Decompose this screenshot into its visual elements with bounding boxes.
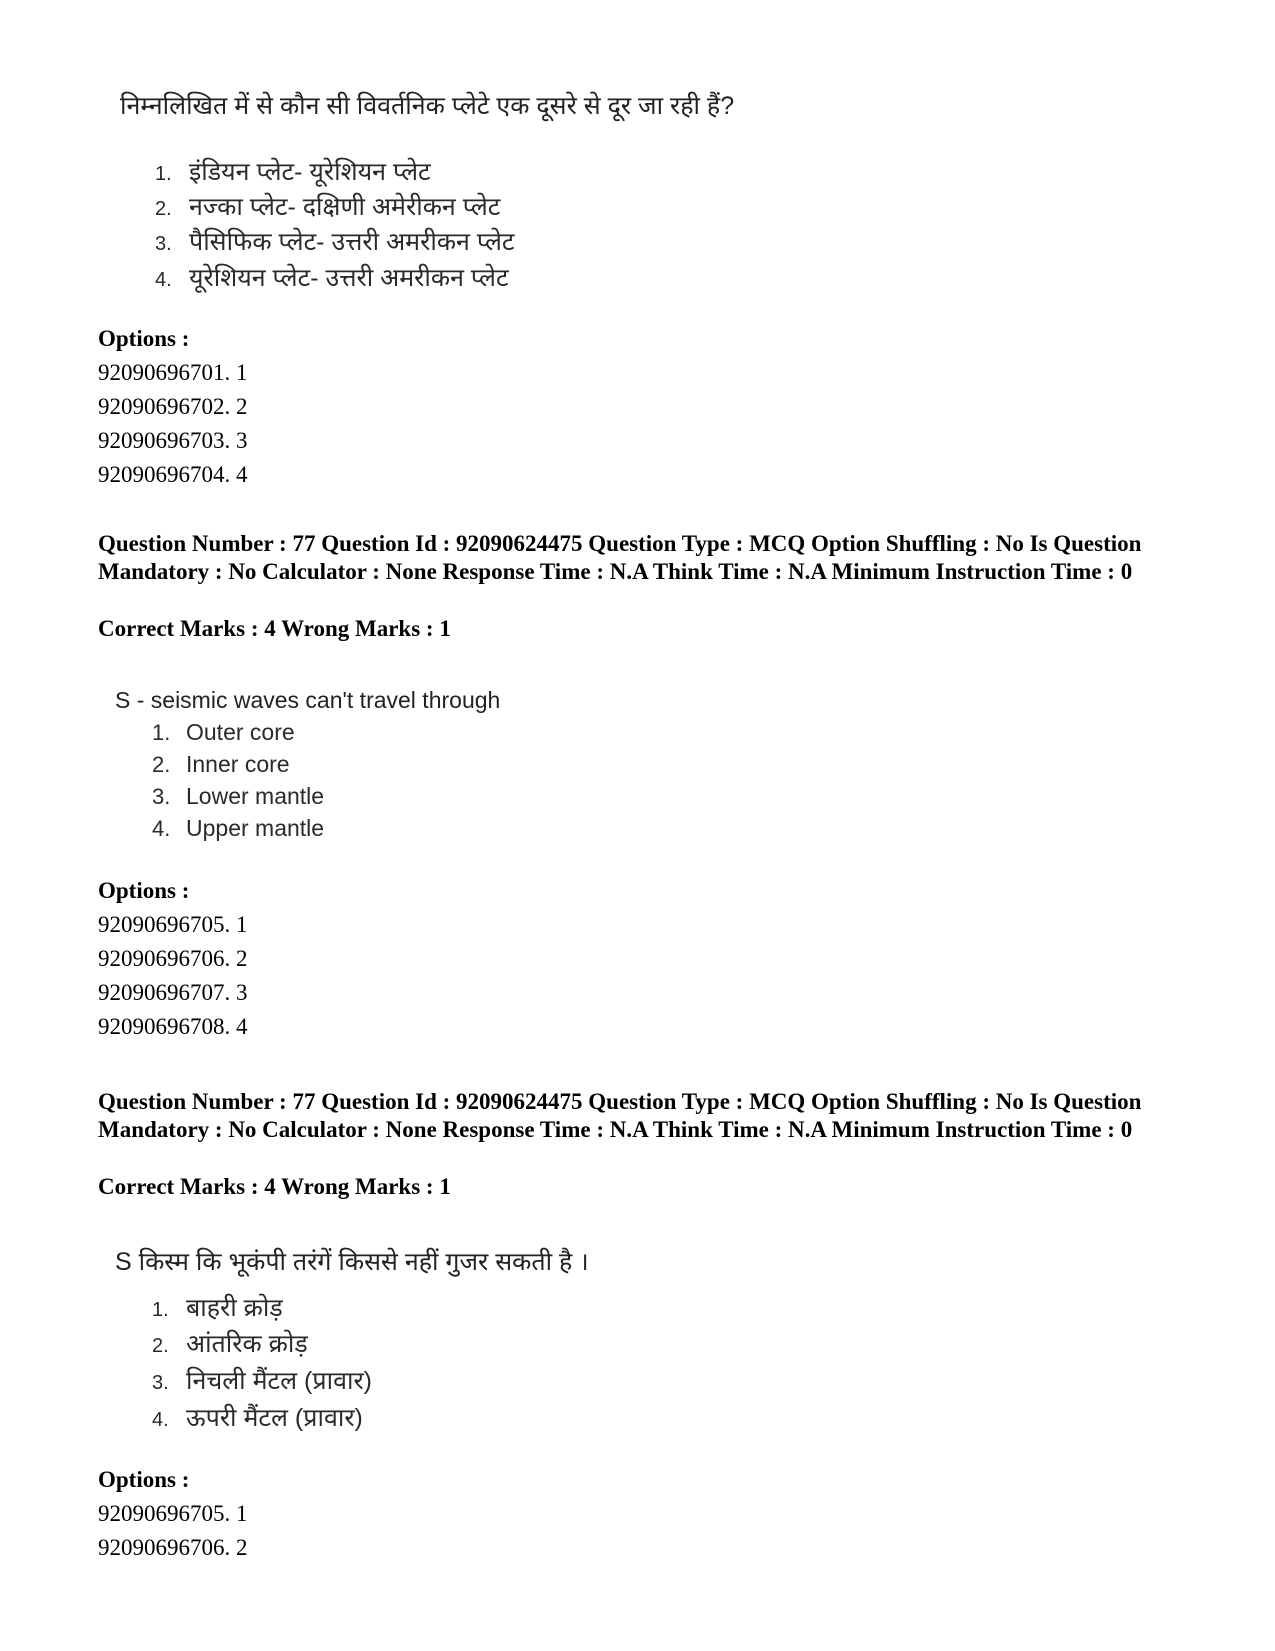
q77b-choice-3: 3. निचली मैंटल (प्रावार) xyxy=(152,1367,372,1395)
q76-choice-list xyxy=(155,154,515,296)
option-row: 92090696705. 1 xyxy=(98,912,248,937)
option-row: 92090696705. 1 xyxy=(98,1501,248,1526)
q77a-question-text: S - seismic waves can't travel through xyxy=(115,687,501,713)
options-label: Options : xyxy=(98,326,190,351)
option-row: 92090696701. 1 xyxy=(98,360,248,385)
option-row: 92090696708. 4 xyxy=(98,1014,248,1039)
q77a-choice-2: 2. Inner core xyxy=(152,751,290,777)
q77b-question-text: S किस्म कि भूकंपी तरंगें किससे नहीं गुजर सकती है । xyxy=(115,1248,589,1276)
q77a-meta: Question Number : 77 Question Id : 92090624475 Question Type : MCQ Option Shuffling : No Is Question Mandatory : No Calculator : None Response Time : N.A Think Time : N.A Minimum Instruction Time : 0 xyxy=(98,531,1142,584)
option-row: 92090696703. 3 xyxy=(98,428,248,453)
option-row: 92090696707. 3 xyxy=(98,980,248,1005)
q77a-choice-3: 3. Lower mantle xyxy=(152,783,325,809)
q77b-choice-2: 2. आंतरिक क्रोड़ xyxy=(152,1330,308,1358)
q77b-choice-list xyxy=(152,1290,372,1437)
q77b-options xyxy=(98,1463,248,1565)
q77b-marks: Correct Marks : 4 Wrong Marks : 1 xyxy=(98,1174,451,1199)
q77a-choice-list xyxy=(152,719,324,847)
q76-choice-1: 1. इंडियन प्लेट- यूरेशियन प्लेट xyxy=(155,158,431,186)
q77a-choice-1: 1. Outer core xyxy=(152,719,295,745)
option-row: 92090696706. 2 xyxy=(98,946,248,971)
q76-options xyxy=(98,322,248,492)
options-label: Options : xyxy=(98,878,190,903)
q77a-choice-4: 4. Upper mantle xyxy=(152,815,325,841)
q76-choice-4: 4. यूरेशियन प्लेट- उत्तरी अमरीकन प्लेट xyxy=(155,264,509,292)
q77b-meta: Question Number : 77 Question Id : 92090624475 Question Type : MCQ Option Shuffling : No Is Question Mandatory : No Calculator : None Response Time : N.A Think Time : N.A Minimum Instruction Time : 0 xyxy=(98,1089,1142,1142)
option-row: 92090696702. 2 xyxy=(98,394,248,419)
q76-question-text: निम्नलिखित में से कौन सी विवर्तनिक प्लेटे एक दूसरे से दूर जा रही हैं? xyxy=(120,92,735,120)
option-row: 92090696704. 4 xyxy=(98,462,248,487)
q76-choice-3: 3. पैसिफिक प्लेट- उत्तरी अमरीकन प्लेट xyxy=(155,228,515,256)
option-row: 92090696706. 2 xyxy=(98,1535,248,1560)
q77b-choice-4: 4. ऊपरी मैंटल (प्रावार) xyxy=(152,1404,363,1432)
q77b-choice-1: 1. बाहरी क्रोड़ xyxy=(152,1294,283,1322)
q76-choice-2: 2. नज्का प्लेट- दक्षिणी अमेरीकन प्लेट xyxy=(155,193,501,221)
options-label: Options : xyxy=(98,1467,190,1492)
q77a-options xyxy=(98,874,248,1044)
q77a-marks: Correct Marks : 4 Wrong Marks : 1 xyxy=(98,616,451,641)
